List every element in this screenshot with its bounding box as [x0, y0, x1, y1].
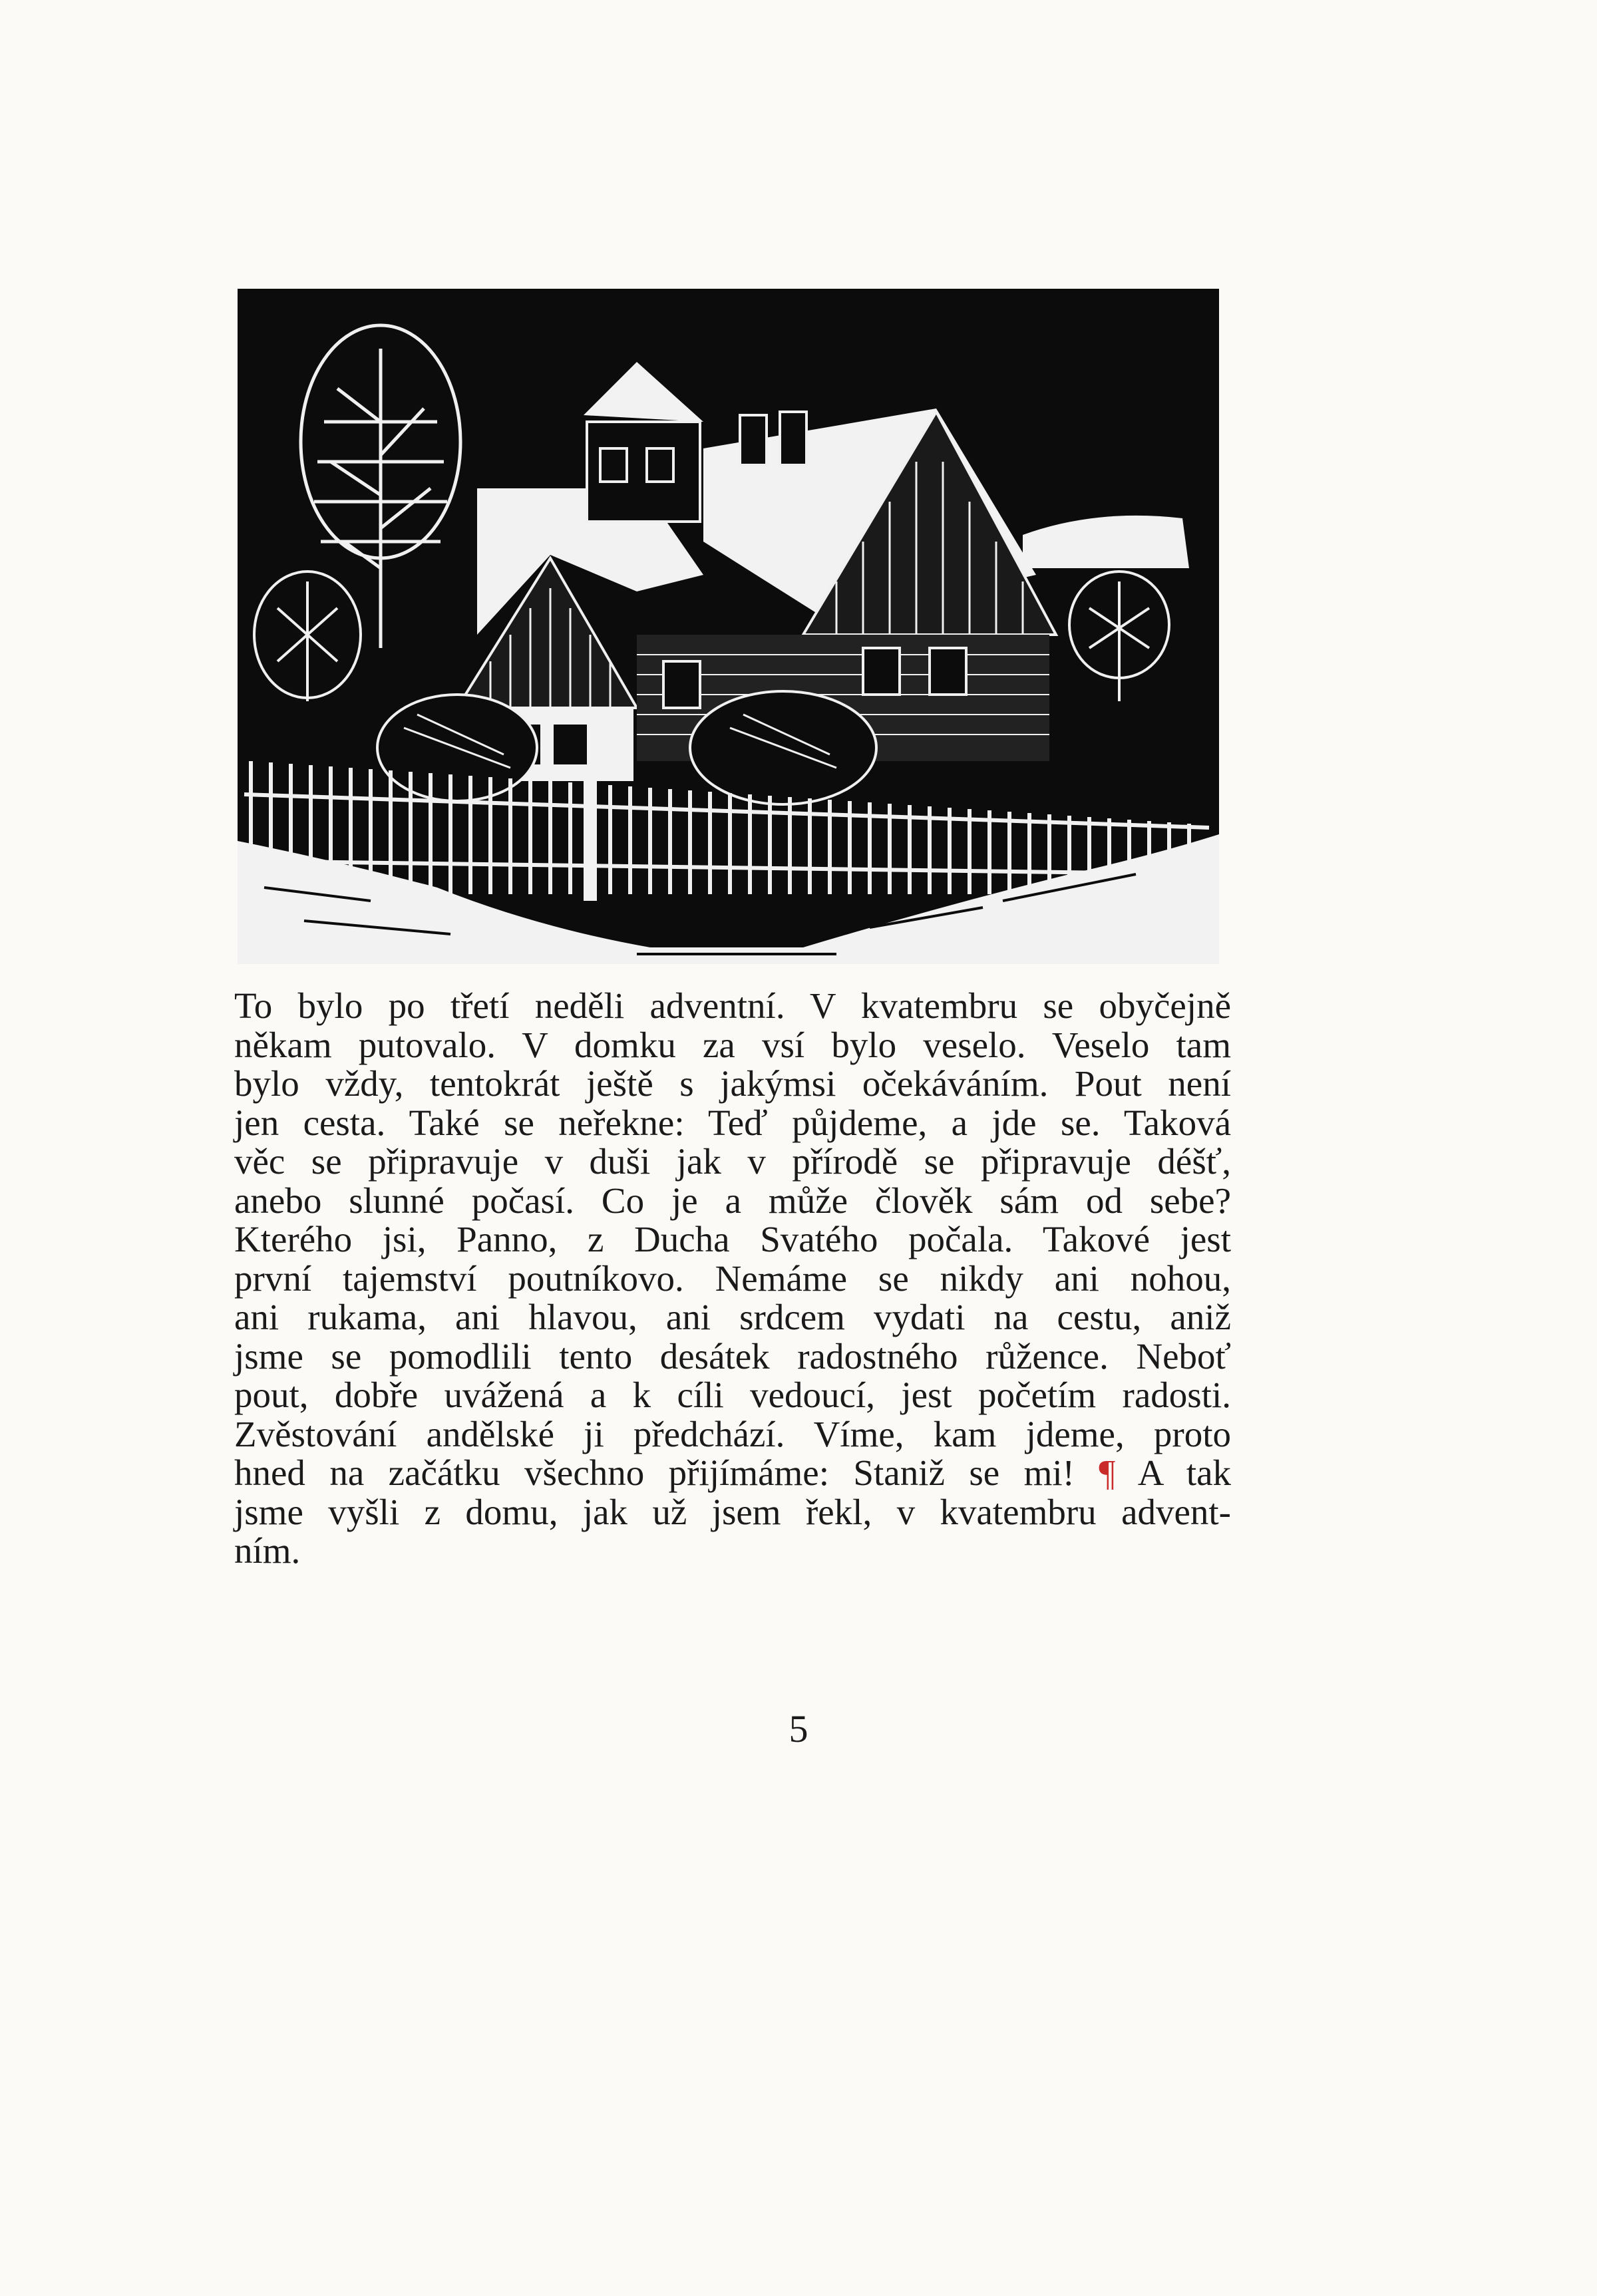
text-line: první tajemství poutníkovo. Nemáme se nikdy ani nohou, — [234, 1257, 1231, 1299]
text-line: jsme se pomodlili tento desátek radostného růžence. Neboť — [234, 1335, 1231, 1377]
text-line: ani rukama, ani hlavou, ani srdcem vydati na cestu, aniž — [234, 1297, 1231, 1337]
pilcrow-icon: ¶ — [1099, 1452, 1116, 1493]
text-line: bylo vždy, tentokrát ještě s jakýmsi očekáváním. Pout není — [234, 1063, 1231, 1104]
text-line-with-pilcrow — [234, 1454, 1231, 1493]
text-fragment: A tak — [1137, 1452, 1232, 1493]
text-line: někam putovalo. V domku za vsí bylo veselo. Veselo tam — [234, 1024, 1231, 1065]
text-line: ním. — [234, 1530, 301, 1571]
text-line: Kterého jsi, Panno, z Ducha Svatého počala. Takové jest — [234, 1219, 1231, 1259]
text-line: věc se připravuje v duši jak v přírodě se připravuje déšť, — [234, 1141, 1231, 1182]
text-line: pout, dobře uvážená a k cíli vedoucí, jest početím radosti. — [234, 1375, 1231, 1415]
text-line: jsme vyšli z domu, jak už jsem řekl, v kvatembru advent- — [234, 1491, 1231, 1532]
main-paragraph — [234, 987, 1231, 1571]
woodcut-cottage-icon — [238, 289, 1219, 964]
text-line: Zvěstování andělské ji předchází. Víme, kam jdeme, proto — [234, 1413, 1231, 1454]
woodcut-illustration — [238, 289, 1219, 964]
text-fragment: hned na začátku všechno přijímáme: Staniž se mi! — [234, 1452, 1075, 1493]
text-line: jen cesta. Také se neřekne: Teď půjdeme, a jde se. Taková — [234, 1102, 1231, 1143]
page-number: 5 — [789, 1707, 808, 1750]
text-line: anebo slunné počasí. Co je a může člověk sám od sebe? — [234, 1180, 1231, 1221]
text-line: To bylo po třetí neděli adventní. V kvatembru se obyčejně — [234, 985, 1231, 1026]
